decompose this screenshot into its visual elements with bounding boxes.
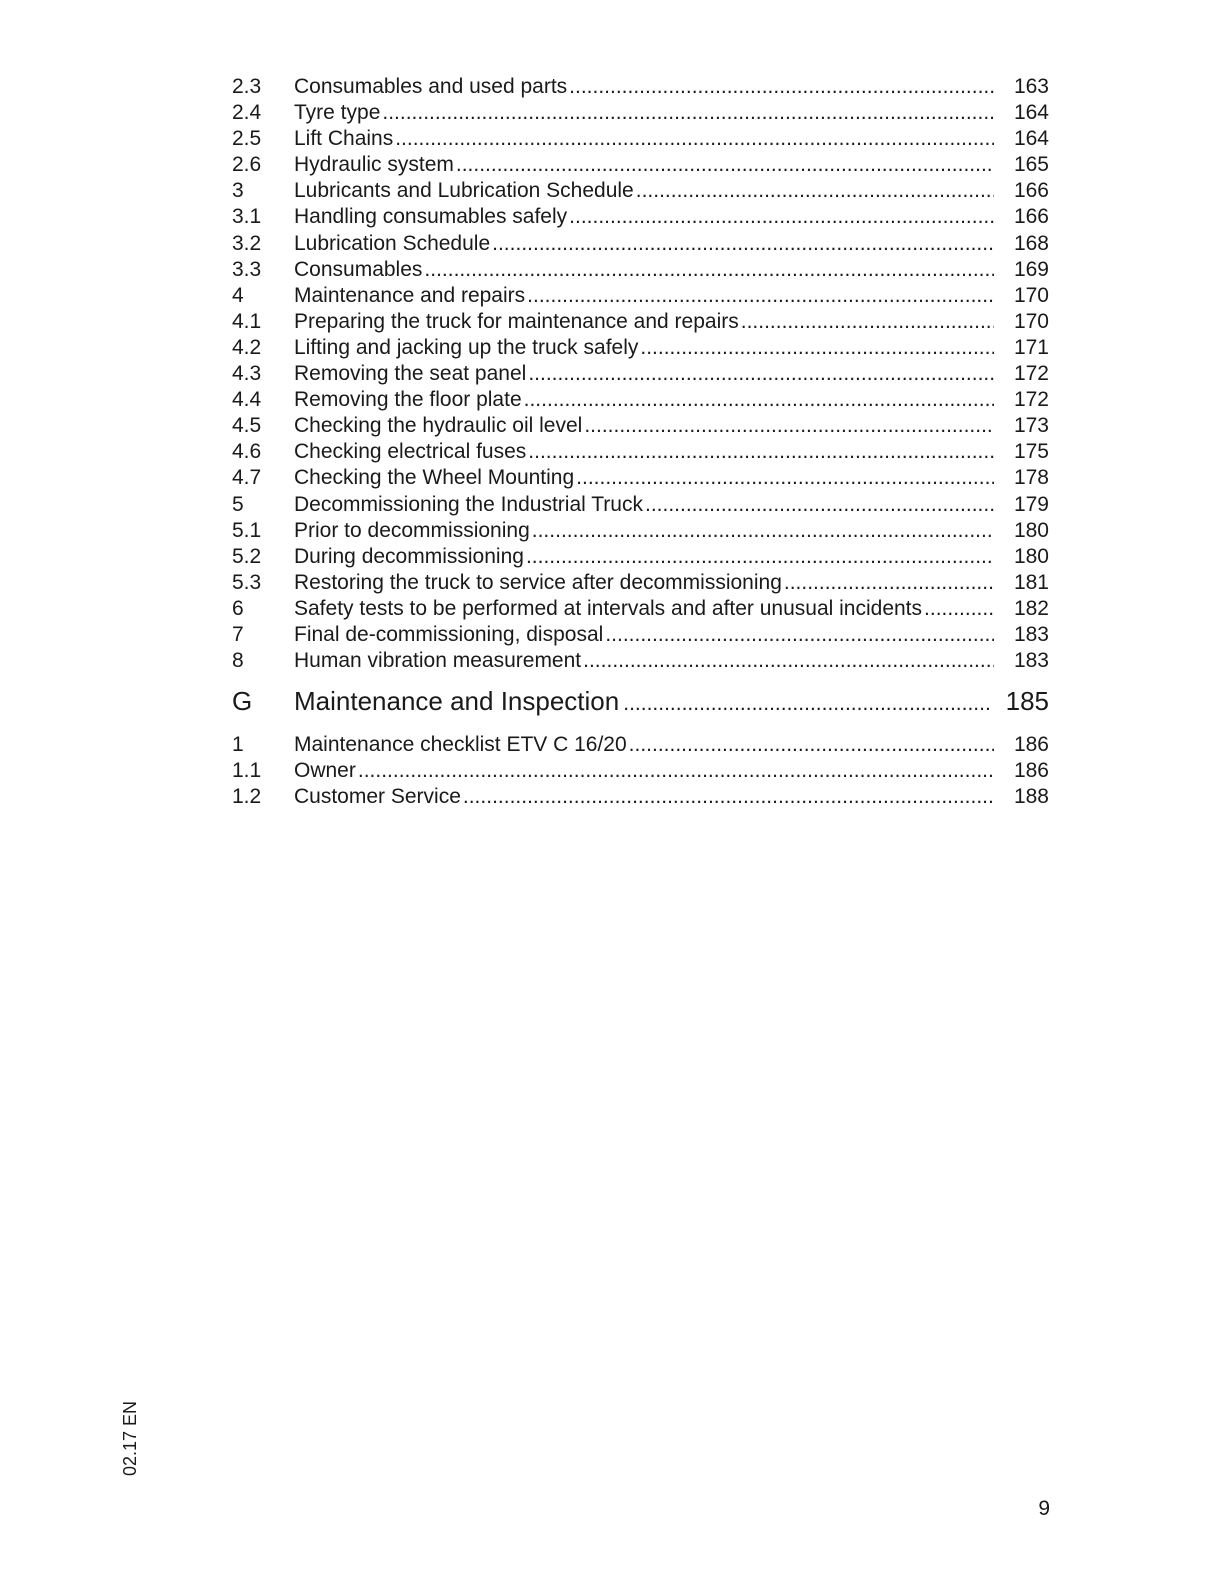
toc-entry-page-number: 186 xyxy=(1013,759,1049,783)
toc-entry-number: 4 xyxy=(232,283,244,307)
toc-entry-title: Customer Service xyxy=(294,785,461,809)
toc-entry-title-wrap xyxy=(294,732,994,758)
toc-entry[interactable] xyxy=(232,231,1049,257)
toc-entry-page-number: 169 xyxy=(1013,257,1049,281)
toc-entry-title-wrap xyxy=(294,570,994,596)
toc-entry-title: Removing the floor plate xyxy=(294,388,522,412)
toc-entry-number: 6 xyxy=(232,596,244,620)
toc-entry-title: Lubrication Schedule xyxy=(294,231,491,255)
dot-leader xyxy=(527,283,994,309)
toc-entry[interactable] xyxy=(232,518,1049,544)
toc-entry-title-wrap xyxy=(294,784,994,810)
toc-entry-number: 8 xyxy=(232,649,244,673)
toc-entry-title: Handling consumables safely xyxy=(294,205,568,229)
toc-entry-number: 2.4 xyxy=(232,101,262,125)
toc-entry[interactable] xyxy=(232,387,1049,413)
toc-entry-page-number: 172 xyxy=(1013,388,1049,412)
toc-entry-number: 4.5 xyxy=(232,414,262,438)
toc-entry-number: 4.6 xyxy=(232,440,262,464)
toc-entry-number: 5.3 xyxy=(232,570,262,594)
toc-entry-title-wrap xyxy=(294,518,994,544)
toc-entry-title-wrap xyxy=(294,283,994,309)
toc-entry-title-wrap xyxy=(294,544,994,570)
toc-entry-title-wrap xyxy=(294,231,994,257)
toc-entry-page-number: 172 xyxy=(1013,362,1049,386)
toc-entry[interactable] xyxy=(232,784,1049,810)
toc-entry-page-number: 166 xyxy=(1013,179,1049,203)
chapter-title: Maintenance and Inspection xyxy=(294,686,620,717)
dot-leader xyxy=(576,465,994,491)
toc-entry[interactable] xyxy=(232,178,1049,204)
dot-leader xyxy=(741,309,994,335)
toc-entry-title: Consumables xyxy=(294,257,423,281)
toc-entry-page-number: 175 xyxy=(1013,440,1049,464)
toc-entry-title-wrap xyxy=(294,387,994,413)
toc-entry-title: Human vibration measurement xyxy=(294,649,582,673)
toc-entry-page-number: 170 xyxy=(1013,309,1049,333)
dot-leader xyxy=(569,204,994,230)
dot-leader xyxy=(784,570,994,596)
toc-entry-number: 3.2 xyxy=(232,231,262,255)
toc-entry-page-number: 173 xyxy=(1013,414,1049,438)
toc-entry[interactable] xyxy=(232,544,1049,570)
toc-entry[interactable] xyxy=(232,126,1049,152)
toc-entry-page-number: 164 xyxy=(1013,101,1049,125)
toc-entry[interactable] xyxy=(232,204,1049,230)
toc-entry-title: Owner xyxy=(294,759,356,783)
toc-entry[interactable] xyxy=(232,74,1049,100)
toc-entry[interactable] xyxy=(232,596,1049,622)
toc-entry-page-number: 186 xyxy=(1013,733,1049,757)
toc-entry-number: 5.1 xyxy=(232,518,262,542)
toc-entry-page-number: 180 xyxy=(1013,518,1049,542)
toc-entry-title-wrap xyxy=(294,204,994,230)
dot-leader xyxy=(629,732,994,758)
toc-entry-title-wrap xyxy=(294,257,994,283)
toc-entry-number: 7 xyxy=(232,622,244,646)
dot-leader xyxy=(463,784,994,810)
dot-leader xyxy=(583,648,994,674)
page-number: 9 xyxy=(1038,1497,1050,1520)
dot-leader xyxy=(524,387,994,413)
toc-entry[interactable] xyxy=(232,622,1049,648)
dot-leader xyxy=(358,758,994,784)
toc-entry-number: 4.4 xyxy=(232,388,262,412)
dot-leader xyxy=(605,622,994,648)
dot-leader xyxy=(636,178,994,204)
toc-entry-number: 5.2 xyxy=(232,544,262,568)
dot-leader xyxy=(492,231,994,257)
toc-entry-number: 2.6 xyxy=(232,153,262,177)
toc-entry[interactable] xyxy=(232,732,1049,758)
toc-entry[interactable] xyxy=(232,439,1049,465)
edition-code xyxy=(112,1396,142,1476)
toc-entry-title: Lubricants and Lubrication Schedule xyxy=(294,179,634,203)
dot-leader xyxy=(528,361,994,387)
dot-leader xyxy=(526,544,994,570)
dot-leader xyxy=(645,492,994,518)
chapter-letter: G xyxy=(232,686,253,717)
toc-entry-title-wrap xyxy=(294,413,994,439)
dot-leader xyxy=(640,335,994,361)
toc-entry-title: Lifting and jacking up the truck safely xyxy=(294,335,639,359)
toc-entry-page-number: 168 xyxy=(1013,231,1049,255)
chapter-page-number: 185 xyxy=(1005,686,1049,717)
toc-section-block xyxy=(232,74,1049,674)
toc-entry-number: 4.1 xyxy=(232,309,262,333)
toc-entry-number: 1.2 xyxy=(232,785,262,809)
toc-entry-title-wrap xyxy=(294,309,994,335)
toc-entry-title: Restoring the truck to service after decommissioning xyxy=(294,570,782,594)
toc-entry-title: Tyre type xyxy=(294,101,381,125)
toc-entry-title-wrap xyxy=(294,648,994,674)
toc-entry-title: Final de-commissioning, disposal xyxy=(294,622,604,646)
toc-entry[interactable] xyxy=(232,492,1049,518)
toc-entry-title-wrap xyxy=(294,465,994,491)
toc-entry-page-number: 181 xyxy=(1013,570,1049,594)
toc-entry-title: Checking the hydraulic oil level xyxy=(294,414,583,438)
toc-entry-page-number: 178 xyxy=(1013,466,1049,490)
toc-entry-title-wrap xyxy=(294,492,994,518)
toc-entry-number: 3.1 xyxy=(232,205,262,229)
toc-entry-page-number: 166 xyxy=(1013,205,1049,229)
toc-entry[interactable] xyxy=(232,309,1049,335)
toc-entry[interactable] xyxy=(232,257,1049,283)
toc-entry-page-number: 182 xyxy=(1013,596,1049,620)
toc-entry-title-wrap xyxy=(294,596,994,622)
toc-entry-title-wrap xyxy=(294,178,994,204)
dot-leader xyxy=(924,596,994,622)
toc-entry-number: 1.1 xyxy=(232,759,262,783)
dot-leader xyxy=(532,518,994,544)
toc-entry-title: Checking the Wheel Mounting xyxy=(294,466,575,490)
toc-entry[interactable] xyxy=(232,648,1049,674)
dot-leader xyxy=(456,152,994,178)
toc-section-block xyxy=(232,732,1049,810)
toc-entry-title: Lift Chains xyxy=(294,127,394,151)
toc-entry-title: Decommissioning the Industrial Truck xyxy=(294,492,643,516)
toc-entry-title-wrap xyxy=(294,126,994,152)
toc-entry[interactable] xyxy=(232,283,1049,309)
toc-entry-page-number: 183 xyxy=(1013,622,1049,646)
table-of-contents xyxy=(232,74,1049,810)
toc-entry-title-wrap xyxy=(294,439,994,465)
toc-entry-page-number: 188 xyxy=(1013,785,1049,809)
toc-entry-title-wrap xyxy=(294,335,994,361)
toc-entry-page-number: 183 xyxy=(1013,649,1049,673)
dot-leader xyxy=(623,687,991,721)
toc-entry[interactable] xyxy=(232,361,1049,387)
toc-entry-title-wrap xyxy=(294,74,994,100)
toc-entry-page-number: 171 xyxy=(1013,335,1049,359)
toc-entry[interactable] xyxy=(232,570,1049,596)
edition-code-text: 02.17 EN xyxy=(120,1400,140,1476)
toc-entry-title: Maintenance and repairs xyxy=(294,283,526,307)
dot-leader xyxy=(424,257,994,283)
toc-entry-title: Preparing the truck for maintenance and repairs xyxy=(294,309,739,333)
dot-leader xyxy=(395,126,994,152)
toc-entry-number: 4.7 xyxy=(232,466,262,490)
toc-entry-page-number: 170 xyxy=(1013,283,1049,307)
toc-entry-page-number: 164 xyxy=(1013,127,1049,151)
toc-entry-number: 5 xyxy=(232,492,244,516)
toc-entry-number: 4.2 xyxy=(232,335,262,359)
toc-entry[interactable] xyxy=(232,465,1049,491)
toc-entry-number: 2.3 xyxy=(232,75,262,98)
toc-entry-number: 2.5 xyxy=(232,127,262,151)
toc-chapter-heading[interactable] xyxy=(232,684,1049,718)
toc-entry-page-number: 165 xyxy=(1013,153,1049,177)
toc-entry-title: Prior to decommissioning xyxy=(294,518,530,542)
toc-entry-title: Consumables and used parts xyxy=(294,75,568,98)
toc-entry[interactable] xyxy=(232,413,1049,439)
toc-entry-page-number: 163 xyxy=(1013,75,1049,98)
toc-entry-title: Checking electrical fuses xyxy=(294,440,527,464)
toc-entry-page-number: 180 xyxy=(1013,544,1049,568)
toc-entry-title: During decommissioning xyxy=(294,544,524,568)
toc-entry-title-wrap xyxy=(294,622,994,648)
toc-entry-title: Removing the seat panel xyxy=(294,362,527,386)
toc-entry-title: Maintenance checklist ETV C 16/20 xyxy=(294,733,627,757)
toc-entry-number: 4.3 xyxy=(232,362,262,386)
toc-entry-title: Safety tests to be performed at intervals and after unusual incidents xyxy=(294,596,923,620)
toc-entry-page-number: 179 xyxy=(1013,492,1049,516)
dot-leader xyxy=(569,74,994,100)
toc-entry-number: 1 xyxy=(232,733,244,757)
toc-entry-title-wrap xyxy=(294,361,994,387)
toc-entry[interactable] xyxy=(232,335,1049,361)
toc-entry[interactable] xyxy=(232,758,1049,784)
toc-entry-title-wrap xyxy=(294,758,994,784)
toc-entry-title-wrap xyxy=(294,152,994,178)
dot-leader xyxy=(382,100,994,126)
toc-entry-number: 3.3 xyxy=(232,257,262,281)
chapter-title-wrap xyxy=(294,684,991,721)
toc-entry-title: Hydraulic system xyxy=(294,153,454,177)
dot-leader xyxy=(528,439,994,465)
dot-leader xyxy=(584,413,994,439)
toc-entry-number: 3 xyxy=(232,179,244,203)
toc-entry-title-wrap xyxy=(294,100,994,126)
toc-entry[interactable] xyxy=(232,152,1049,178)
toc-entry[interactable] xyxy=(232,100,1049,126)
